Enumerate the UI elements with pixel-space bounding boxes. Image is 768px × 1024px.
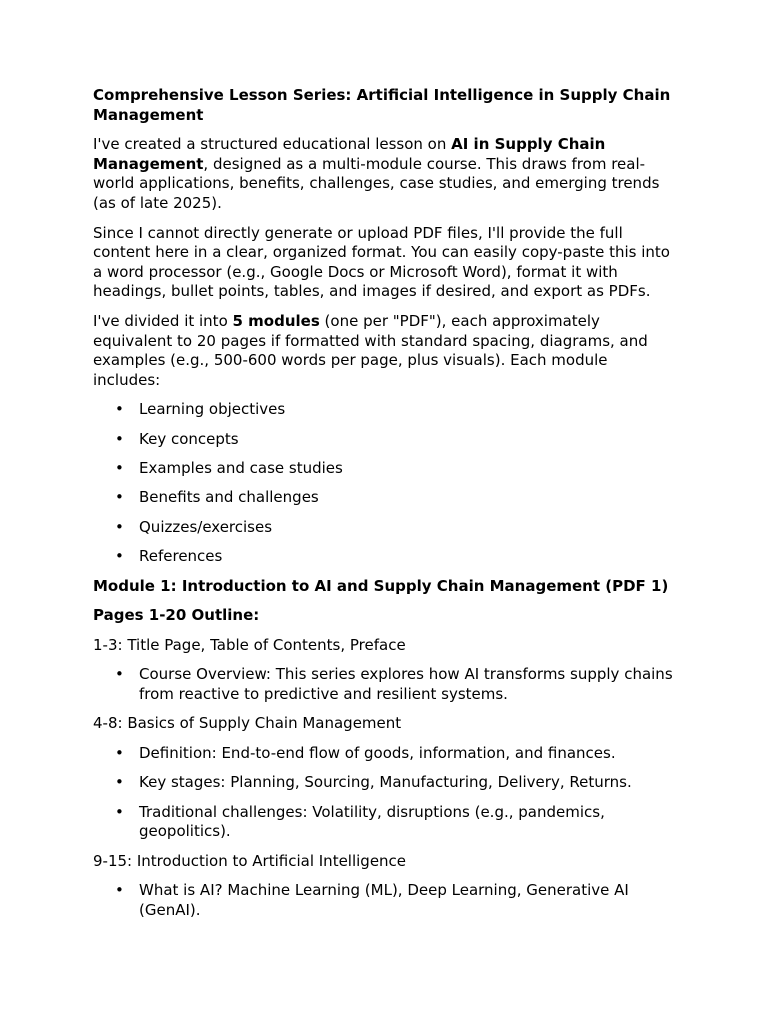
list-item	[93, 400, 675, 420]
list-item-text: Examples and case studies	[139, 459, 343, 478]
modules-text-post: (one per "PDF"), each approximately equivalent to 20 pages if formatted with standard spacing, diagrams, and examples (e.g., 500-600 words per page, plus visuals). Each module includes:	[93, 311, 648, 389]
section-title-page-list	[93, 665, 675, 704]
list-item-text: Traditional challenges: Volatility, disruptions (e.g., pandemics, geopolitics).	[139, 802, 605, 841]
modules-text-bold: 5 modules	[232, 311, 320, 330]
section-label-ai-intro: 9-15: Introduction to Artificial Intelligence	[93, 851, 407, 870]
list-item-text: Key stages: Planning, Sourcing, Manufacturing, Delivery, Returns.	[139, 773, 632, 792]
list-item-text: Learning objectives	[139, 400, 286, 419]
list-item-text: What is AI? Machine Learning (ML), Deep Learning, Generative AI (GenAI).	[139, 881, 629, 919]
pdf-note-paragraph: Since I cannot directly generate or upload PDF files, I'll provide the full content here in a clear, organized format. You can easily copy-paste this into a word processor (e.g., Google Docs or Microsoft Word), format it with headings, bullet points, tables, and images if desired, and export as PDFs.	[93, 223, 670, 301]
section-label-title-page: 1-3: Title Page, Table of Contents, Preface	[93, 635, 406, 654]
bullet-icon: •	[115, 429, 124, 448]
intro-text-pre: I've created a structured educational lesson on	[93, 135, 452, 154]
intro-text-post: , designed as a multi-module course. This draws from real-world applications, benefits, challenges, case studies, and emerging trends (as of late 2025).	[93, 154, 660, 212]
list-item-text: Key concepts	[139, 429, 239, 448]
bullet-icon: •	[115, 400, 124, 419]
bullet-icon: •	[115, 773, 124, 792]
modules-text-pre: I've divided it into	[93, 311, 233, 330]
bullet-icon: •	[115, 802, 124, 821]
bullet-icon: •	[115, 665, 124, 684]
module-includes-list	[93, 400, 675, 567]
intro-paragraph	[93, 135, 675, 213]
bullet-icon: •	[115, 488, 124, 507]
list-item-text: Definition: End-to-end flow of goods, information, and finances.	[139, 744, 616, 763]
list-item-text: References	[139, 547, 223, 566]
bullet-icon: •	[115, 547, 124, 566]
list-item	[93, 488, 675, 508]
modules-paragraph	[93, 312, 675, 390]
bullet-icon: •	[115, 459, 124, 478]
document-title: Comprehensive Lesson Series: Artificial Intelligence in Supply Chain Management	[93, 86, 671, 124]
list-item	[93, 430, 675, 450]
section-scm-basics-list	[93, 744, 675, 842]
module-1-heading: Module 1: Introduction to AI and Supply Chain Management (PDF 1)	[93, 576, 669, 595]
list-item	[93, 665, 675, 704]
outline-heading: Pages 1-20 Outline:	[93, 606, 260, 625]
section-label-scm-basics: 4-8: Basics of Supply Chain Management	[93, 714, 402, 733]
intro-text-bold: AI in Supply Chain Management	[93, 135, 606, 173]
list-item-text: Quizzes/exercises	[139, 517, 273, 536]
bullet-icon: •	[115, 744, 124, 763]
list-item	[93, 803, 675, 842]
bullet-icon: •	[115, 517, 124, 536]
list-item-text: Course Overview: This series explores how AI transforms supply chains from reactive to predictive and resilient systems.	[139, 665, 673, 704]
list-item	[93, 881, 675, 920]
list-item	[93, 547, 675, 567]
list-item	[93, 518, 675, 538]
section-ai-intro-list	[93, 881, 675, 920]
list-item	[93, 773, 675, 793]
bullet-icon: •	[115, 881, 124, 900]
list-item	[93, 459, 675, 479]
list-item	[93, 744, 675, 764]
list-item-text: Benefits and challenges	[139, 488, 319, 507]
